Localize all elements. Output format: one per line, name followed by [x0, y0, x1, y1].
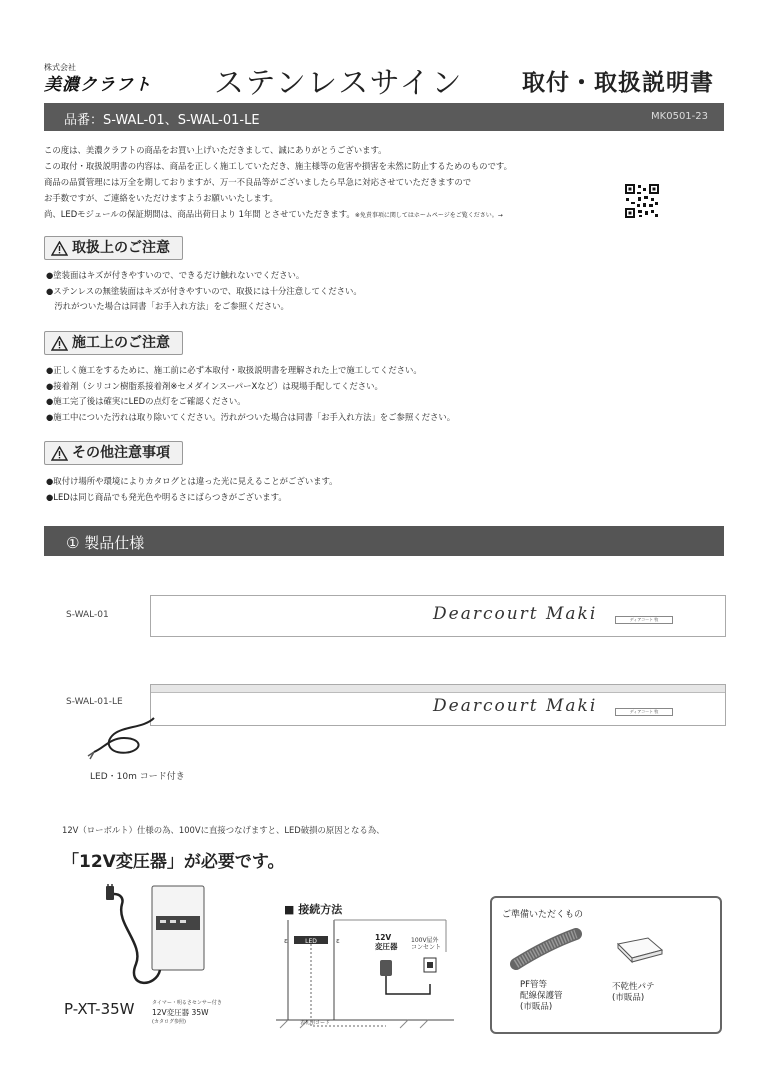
svg-text:ε: ε	[284, 937, 288, 945]
transformer-icon	[96, 884, 216, 994]
cord-icon	[84, 714, 164, 764]
list-item: ●施工完了後は確実にLEDの点灯をご確認ください。	[46, 396, 246, 406]
intro-line: この度は、美濃クラフトの商品をお買い上げいただきまして、誠にありがとうございます。	[44, 145, 387, 155]
pf-conduit-label: PF管等 配線保護管 (市販品)	[520, 980, 563, 1012]
connection-title: ■ 接続方法	[284, 903, 343, 916]
intro-line: この取付・取扱説明書の内容は、商品を正しく施工していただき、施主様等の危害や損害を未然に防止するためのものです。	[44, 161, 512, 171]
sign-illustration-1	[150, 595, 726, 637]
list-item: ●取付け場所や環境によりカタログとは違った光に見えることがございます。	[46, 476, 338, 486]
list-item: ●LEDは同じ商品でも発光色や明るさにばらつきがございます。	[46, 491, 287, 502]
warning-icon	[51, 241, 68, 256]
section-other-title: その他注意事項	[44, 441, 183, 465]
transformer-required: 「12V変圧器」が必要です。	[62, 852, 285, 872]
svg-text:ε: ε	[336, 937, 340, 945]
company-logo: 美濃クラフト	[44, 75, 152, 95]
section-construction-title: 施工上のご注意	[44, 331, 183, 355]
connection-outlet-label: 100V屋外 コンセント	[411, 937, 442, 951]
sign-text: Dearcourt Maki	[433, 696, 598, 716]
list-item: ●施工中についた汚れは取り除いてください。汚れがついた場合は同書「お手入れ方法」をご参照ください。	[46, 411, 456, 422]
other-list	[46, 474, 338, 505]
handling-list	[46, 268, 362, 315]
list-item: ●正しく施工をするために、施工前に必ず本取付・取扱説明書を理解された上で施工してください。	[46, 365, 422, 375]
section-handling-title: 取扱上のご注意	[44, 236, 183, 260]
product-bar	[44, 103, 724, 131]
intro-line	[44, 206, 664, 224]
spec-section-bar	[44, 526, 724, 556]
warning-icon	[51, 446, 68, 461]
led-strip	[151, 685, 725, 693]
transformer-spec: 12V変圧器 35W	[152, 1008, 209, 1017]
putty-label: 不乾性パテ (市販品)	[612, 982, 655, 1003]
preparation-box	[490, 896, 722, 1034]
part-number: 品番：S-WAL-01、S-WAL-01-LE	[64, 113, 260, 128]
connection-transformer-label: 12V 変圧器	[375, 933, 398, 951]
transformer-ref: (カタログ参照)	[152, 1019, 186, 1025]
svg-text:LED: LED	[305, 938, 317, 945]
transformer-model: P-XT-35W	[64, 1000, 135, 1018]
transformer-feature: タイマー・明るさセンサー付き	[152, 1000, 222, 1006]
sign-text: Dearcourt Maki	[433, 604, 598, 624]
model-label-1: S-WAL-01	[66, 610, 109, 620]
connection-diagram	[276, 914, 454, 1034]
sign-tag: ディアコート 牧	[615, 616, 673, 624]
list-item: ●ステンレスの無塗装面はキズが付きやすいので、取扱には十分注意してください。	[46, 285, 362, 296]
spec-heading: ① 製品仕様	[66, 534, 145, 552]
qr-code-icon[interactable]	[624, 183, 660, 219]
page-title: ステンレスサイン	[214, 66, 464, 101]
list-item: ●塗装面はキズが付きやすいので、できるだけ触れないでください。	[46, 270, 305, 280]
intro-line: お手数ですが、ご連絡をいただけますようお願いいたします。	[44, 193, 278, 203]
voltage-notice: 12V（ローボルト）仕様の為、100Vに直接つなげますと、LED破損の原因となる為、	[62, 825, 385, 835]
list-item: 汚れがついた場合は同書「お手入れ方法」をご参照ください。	[46, 301, 289, 311]
putty-icon	[612, 934, 666, 964]
disclaimer-note: ※免責事項に関してはホームページをご覧ください。→	[354, 212, 503, 219]
warning-icon	[51, 336, 68, 351]
document-type: 取付・取扱説明書	[522, 70, 714, 96]
list-item: ●接着剤（シリコン樹脂系接着剤※セメダインスーパーXなど）は現場手配してください。	[46, 380, 383, 391]
connection-cord-label: 表札用コード	[300, 1020, 331, 1026]
company-type: 株式会社	[44, 63, 76, 72]
cord-label: LED・10m コード付き	[90, 772, 185, 782]
preparation-title: ご準備いただくもの	[502, 910, 584, 920]
model-label-2: S-WAL-01-LE	[66, 697, 123, 707]
intro-text	[44, 142, 664, 224]
construction-list	[46, 363, 455, 425]
sign-illustration-2	[150, 684, 726, 726]
intro-line: 商品の品質管理には万全を期しておりますが、万一不良品等がございましたら早急に対応させていただきますので	[44, 177, 472, 187]
warranty-text: 尚、LEDモジュールの保証期間は、商品出荷日より 1年間 とさせていただきます。	[44, 209, 355, 219]
sign-tag: ディアコート 牧	[615, 708, 673, 716]
pf-conduit-icon	[510, 928, 582, 972]
doc-code: MK0501-23	[651, 111, 708, 122]
